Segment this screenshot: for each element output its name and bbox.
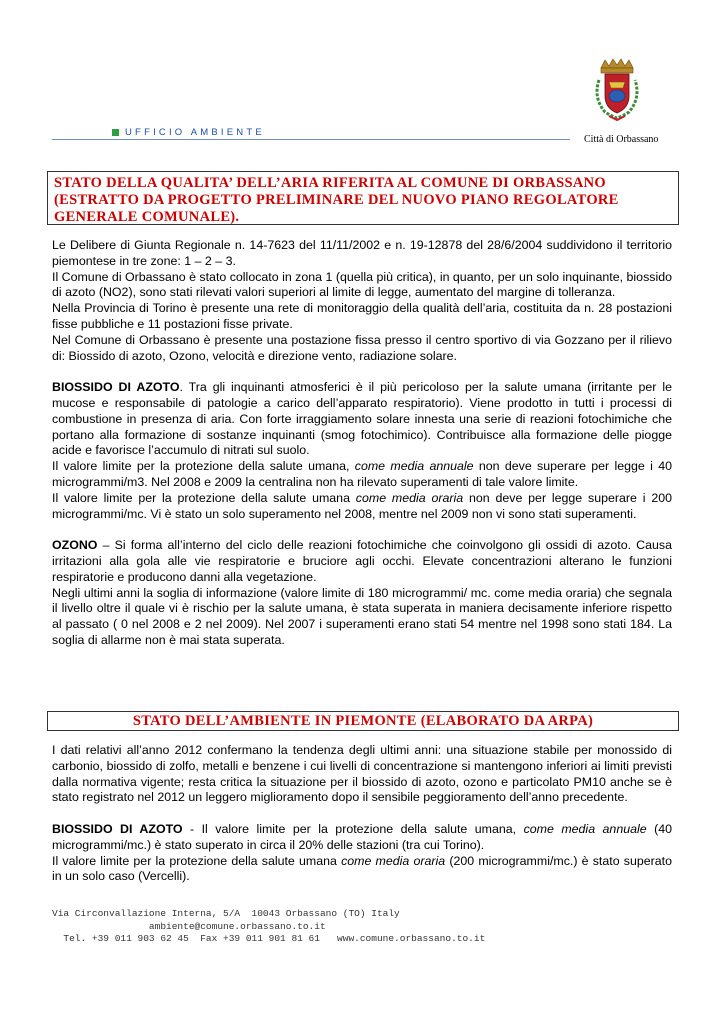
green-square-icon <box>112 129 119 136</box>
piemonte-paragraph: I dati relativi all’anno 2012 confermano la tendenza degli ultimi anni: una situazione stabile per monossido di carbonio, biossido di zolfo, metalli e benzene i cui livelli di concentrazione si mantengono inferiori ai limiti previsti dalla normativa vigente; resta critica la situazione per il biossido di azoto, ozono e particolato PM10 anche se è stato registrato nel 2012 un leggero miglioramento dopo il sensibile peggioramento dell’anno precedente. <box>52 743 672 805</box>
piemonte-no2-paragraph-2: Il valore limite per la protezione della salute umana come media oraria (200 microgrammi/mc.) è stato superato in un solo caso (Vercelli). <box>52 853 673 884</box>
section1-title-text: STATO DELLA QUALITA’ DELL’ARIA RIFERITA AL COMUNE DI ORBASSANO <box>54 175 606 191</box>
no2-heading: BIOSSIDO DI AZOTO <box>52 380 180 395</box>
header-divider <box>52 139 570 140</box>
ozone-paragraph-1: OZONO – Si forma all’interno del ciclo delle reazioni fotochimiche che coinvolgono gli ossidi di azoto. Causa irritazioni alla gola alle vie respiratorie e bruciore agli occhi. Elevate concentrazioni alterano le funzioni respiratorie e producono danni alla vegetazione. <box>52 538 672 584</box>
city-crest-logo <box>587 58 647 122</box>
city-label: Città di Orbassano <box>584 134 659 145</box>
section2-subtitle: (ELABORATO DA ARPA) <box>420 713 594 729</box>
intro-paragraph-2: Il Comune di Orbassano è stato collocato in zona 1 (quella più critica), in quanto, per un solo inquinante, biossido di azoto (NO2), sono stati rilevati valori superiori al limite di legge, aumentato del margine di tolleranza. <box>52 269 672 300</box>
no2-paragraph-3: Il valore limite per la protezione della salute umana come media oraria non deve per legge superare i 200 microgrammi/mc. Vi è stato un solo superamento nel 2008, mentre nel 2009 non vi sono stati superamenti. <box>52 490 672 521</box>
intro-paragraph-1: Le Delibere di Giunta Regionale n. 14-7623 del 11/11/2002 e n. 19-12878 del 28/6/2004 suddividono il territorio piemontese in tre zone: 1 – 2 – 3. <box>52 238 672 268</box>
section1-subtitle: (ESTRATTO DA PROGETTO PRELIMINARE DEL NUOVO PIANO REGOLATORE GENERALE COMUNALE). <box>54 192 619 225</box>
footer-address: Via Circonvallazione Interna, 5/A 10043 Orbassano (TO) Italy <box>52 908 400 919</box>
section2-title-box <box>47 711 679 731</box>
office-name: UFFICIO AMBIENTE <box>125 127 265 138</box>
ozone-paragraph-2: Negli ultimi anni la soglia di informazione (valore limite di 180 microgrammi/ mc. come media oraria) che segnala il livello oltre il quale vi è rischio per la salute umana, è stata superata in maniera decisamente inferiore rispetto al passato ( 0 nel 2008 e 2 nel 2009). Nel 2007 i superamenti erano stati 54 mentre nel 1998 sono stati 184. La soglia di allarme non è mai stata superata. <box>52 585 672 647</box>
no2-paragraph-2: Il valore limite per la protezione della salute umana, come media annuale non deve superare per legge i 40 microgrammi/m3. Nel 2008 e 2009 la centralina non ha rilevato superamenti di tale valore limite. <box>52 459 673 489</box>
piemonte-no2-paragraph-1: BIOSSIDO DI AZOTO - Il valore limite per la protezione della salute umana, come media annuale (40 microgrammi/mc.) è stato superato in circa il 20% delle stazioni (tra cui Torino). <box>52 821 673 852</box>
section1-title <box>54 175 672 192</box>
intro-paragraph-3: Nella Provincia di Torino è presente una rete di monitoraggio della qualità dell’aria, costituita da n. 28 postazioni fisse pubbliche e 11 postazioni fisse private. <box>52 301 672 331</box>
section1-body <box>52 238 672 649</box>
piemonte-no2-heading: BIOSSIDO DI AZOTO <box>52 821 183 836</box>
office-header <box>112 127 265 138</box>
section1-title-box <box>47 171 679 225</box>
section2-title-text: STATO DELL’AMBIENTE IN PIEMONTE <box>132 713 417 729</box>
section2-title <box>54 713 672 730</box>
section2-body <box>52 743 672 885</box>
page-footer <box>52 908 485 946</box>
ozone-heading: OZONO <box>52 538 98 553</box>
footer-contacts: Tel. +39 011 903 62 45 Fax +39 011 901 81 61 www.comune.orbassano.to.it <box>52 933 486 944</box>
intro-paragraph-4: Nel Comune di Orbassano è presente una postazione fissa presso il centro sportivo di via Gozzano per il rilievo di: Biossido di azoto, Ozono, velocità e direzione vento, radiazione solare. <box>52 332 672 363</box>
footer-email: ambiente@comune.orbassano.to.it <box>52 920 326 932</box>
no2-paragraph-1: BIOSSIDO DI AZOTO. Tra gli inquinanti atmosferici è il più pericoloso per la salute umana (irritante per le mucose e responsabile di patologie a carico dell’apparato respiratorio). Viene prodotto in tutti i processi di combustione in presenza di aria. Con forte irraggiamento solare innesta una serie di reazioni fotochimiche che portano alla formazione di sostanze inquinanti (smog fotochimico). Contribuisce alla formazione delle piogge acide e favorisce l’accumulo di nitrati sul suolo. <box>52 380 672 458</box>
